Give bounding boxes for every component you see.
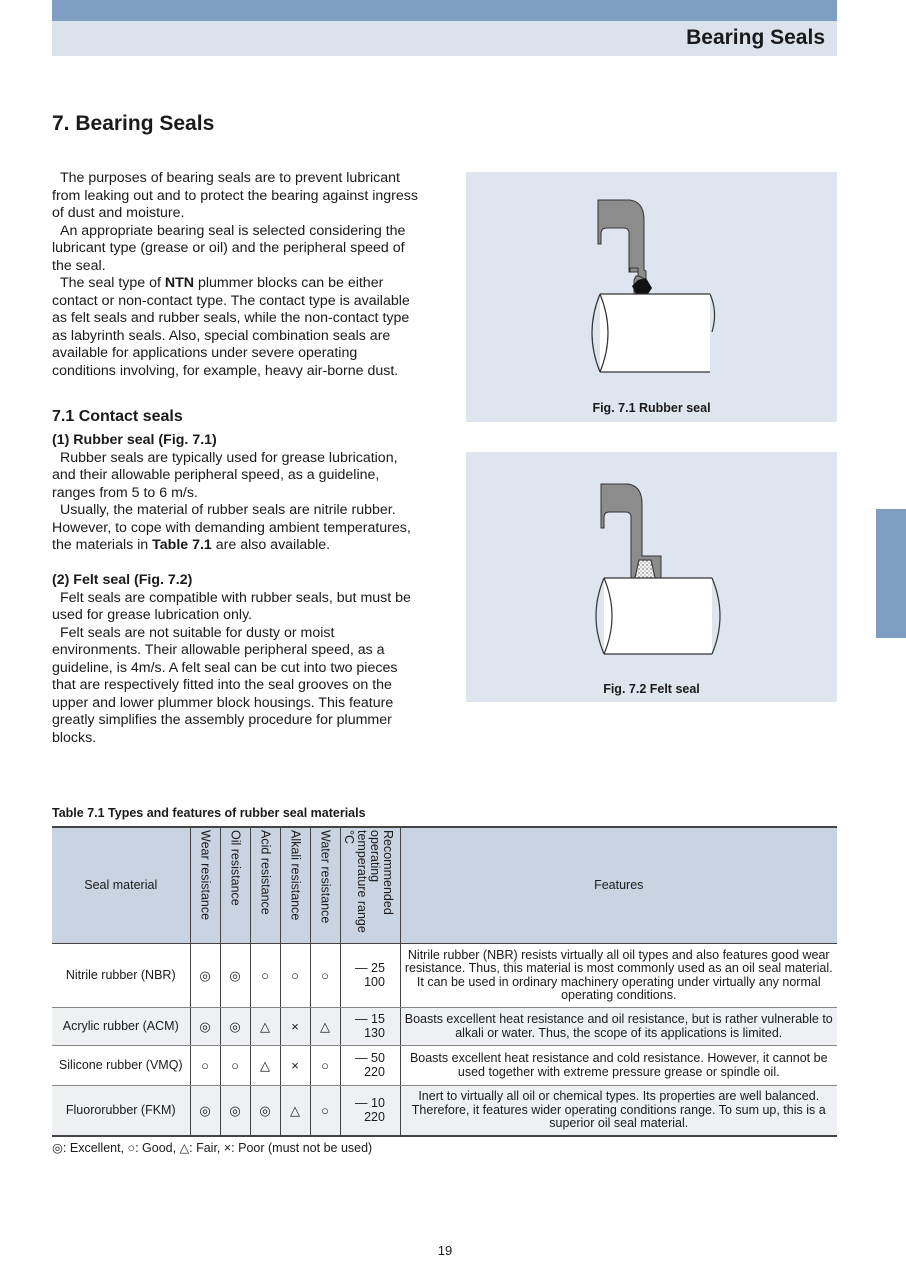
cell-oil: ◎ xyxy=(220,1086,250,1136)
cell-features: Boasts excellent heat resistance and cold resistance. However, it cannot be used together with extreme pressure grease or spindle oil. xyxy=(400,1046,837,1086)
seal-materials-table xyxy=(52,826,837,1137)
cell-wear: ◎ xyxy=(190,1008,220,1046)
intro-p3-part-a: The seal type of xyxy=(60,275,165,291)
cell-water: ○ xyxy=(310,1086,340,1136)
rubber-p2-part-a: Usually, the material of rubber seals are nitrile rubber. However, to cope with demanding ambient temperatures, the materials in xyxy=(52,502,411,553)
header-temperature-text: Recommended operating temperature range °C xyxy=(342,829,395,933)
figure-caption-rubber-seal: Fig. 7.1 Rubber seal xyxy=(592,401,711,415)
cell-water: ○ xyxy=(310,1046,340,1086)
cell-acid: ○ xyxy=(250,944,280,1008)
cell-features: Boasts excellent heat resistance and oil resistance, but is rather vulnerable to alkali or water. Thus, the scope of its applications is limited. xyxy=(400,1008,837,1046)
brand-name: NTN xyxy=(164,275,195,291)
temp-high: 100 xyxy=(364,975,385,990)
table-row xyxy=(52,1008,837,1046)
header-title: Bearing Seals xyxy=(686,26,825,49)
header-accent-bar xyxy=(52,0,837,21)
table-legend: ◎: Excellent, ○: Good, △: Fair, ×: Poor (must not be used) xyxy=(52,1141,373,1155)
table-caption: Table 7.1 Types and features of rubber seal materials xyxy=(52,806,366,820)
intro-text xyxy=(52,170,422,380)
cell-alkali: × xyxy=(280,1046,310,1086)
rubber-seal-paragraph-2 xyxy=(52,502,422,555)
cell-oil: ○ xyxy=(220,1046,250,1086)
cell-acid: ◎ xyxy=(250,1086,280,1136)
temp-low: — 25 xyxy=(355,961,385,976)
felt-seal-drawing xyxy=(466,452,837,702)
temp-low: — 15 xyxy=(355,1012,385,1027)
temp-high: 130 xyxy=(364,1026,385,1041)
cell-wear: ◎ xyxy=(190,944,220,1008)
header-alkali xyxy=(280,827,310,944)
header-water-text: Water resistance xyxy=(318,829,333,924)
cell-wear: ○ xyxy=(190,1046,220,1086)
header-alkali-text: Alkali resistance xyxy=(288,829,303,921)
cell-temperature xyxy=(340,1008,400,1046)
cell-water: ○ xyxy=(310,944,340,1008)
cell-temperature xyxy=(340,944,400,1008)
table-row xyxy=(52,1086,837,1136)
intro-p3-part-b: plummer blocks can be either contact or non-contact type. The contact type is available as felt seals and rubber seals, while the non-contact type as labyrinth seals. Also, special combination seals are available for applications under severe operating conditions involving, for example, heavy air-borne dust. xyxy=(52,275,410,379)
cell-temperature xyxy=(340,1086,400,1136)
header-features-text: Features xyxy=(594,877,644,892)
cell-material: Acrylic rubber (ACM) xyxy=(52,1008,190,1046)
figure-rubber-seal xyxy=(466,172,837,422)
header-seal-material xyxy=(52,827,190,944)
header-water xyxy=(310,827,340,944)
header-oil xyxy=(220,827,250,944)
cell-material: Nitrile rubber (NBR) xyxy=(52,944,190,1008)
rubber-seal-paragraph-1: Rubber seals are typically used for grease lubrication, and their allowable peripheral speed, as a guideline, ranges from 5 to 6 m/s. xyxy=(52,449,398,501)
intro-paragraph-1: The purposes of bearing seals are to prevent lubricant from leaking out and to protect the bearing against ingress of dust and moisture. xyxy=(52,170,418,221)
header-acid xyxy=(250,827,280,944)
side-tab xyxy=(876,509,906,638)
page-number: 19 xyxy=(437,1243,453,1258)
cell-material: Fluororubber (FKM) xyxy=(52,1086,190,1136)
header-wear-text: Wear resistance xyxy=(198,829,213,920)
intro-paragraph-2: An appropriate bearing seal is selected considering the lubricant type (grease or oil) and the peripheral speed of the seal. xyxy=(52,222,406,274)
header-band xyxy=(52,21,837,56)
page-title: 7. Bearing Seals xyxy=(52,112,215,135)
cell-alkali: ○ xyxy=(280,944,310,1008)
temp-high: 220 xyxy=(364,1110,385,1124)
header-seal-material-text: Seal material xyxy=(84,877,158,892)
cell-features: Nitrile rubber (NBR) resists virtually all oil types and also features good wear resistance. Thus, this material is most commonly used as an oil seal material. It can be used in ordinary machinery operating under virtually any normal operating conditions. xyxy=(400,944,837,1008)
header-acid-text: Acid resistance xyxy=(258,829,273,915)
temp-low: — 10 xyxy=(355,1096,385,1110)
section-title-contact-seals: 7.1 Contact seals xyxy=(52,408,183,425)
header-wear xyxy=(190,827,220,944)
temp-high: 220 xyxy=(364,1065,385,1080)
cell-alkali: △ xyxy=(280,1086,310,1136)
table-row xyxy=(52,1046,837,1086)
felt-seal-paragraph-1: Felt seals are compatible with rubber seals, but must be used for grease lubrication only. xyxy=(52,589,411,623)
table-header-row xyxy=(52,827,837,944)
temp-low: — 50 xyxy=(355,1051,385,1066)
felt-seal-section xyxy=(52,572,422,747)
cell-acid: △ xyxy=(250,1046,280,1086)
felt-seal-title: (2) Felt seal (Fig. 7.2) xyxy=(52,572,193,588)
cell-material: Silicone rubber (VMQ) xyxy=(52,1046,190,1086)
figure-caption-felt-seal: Fig. 7.2 Felt seal xyxy=(603,682,700,696)
table-reference: Table 7.1 xyxy=(152,537,212,553)
cell-temperature xyxy=(340,1046,400,1086)
cell-oil: ◎ xyxy=(220,944,250,1008)
figure-felt-seal xyxy=(466,452,837,702)
rubber-seal-drawing xyxy=(466,172,837,422)
cell-alkali: × xyxy=(280,1008,310,1046)
header-features xyxy=(400,827,837,944)
cell-wear: ◎ xyxy=(190,1086,220,1136)
intro-paragraph-3 xyxy=(52,275,422,380)
felt-seal-paragraph-2: Felt seals are not suitable for dusty or moist environments. Their allowable peripheral speed, as a guideline, is 4m/s. A felt seal can be cut into two pieces that are respectively fitted into the seal grooves on the upper and lower plummer block housings. This feature greatly simplifies the assembly procedure for plummer blocks. xyxy=(52,624,398,746)
header-temperature xyxy=(340,827,400,944)
cell-features: Inert to virtually all oil or chemical types. Its properties are well balanced. Therefore, it features wider operating conditions range. To sum up, this is a superior oil seal material. xyxy=(400,1086,837,1136)
rubber-seal-section xyxy=(52,432,422,555)
rubber-p2-part-b: are also available. xyxy=(211,537,331,553)
rubber-seal-title: (1) Rubber seal (Fig. 7.1) xyxy=(52,432,217,448)
table-row xyxy=(52,944,837,1008)
cell-water: △ xyxy=(310,1008,340,1046)
cell-acid: △ xyxy=(250,1008,280,1046)
cell-oil: ◎ xyxy=(220,1008,250,1046)
header-oil-text: Oil resistance xyxy=(228,829,243,906)
